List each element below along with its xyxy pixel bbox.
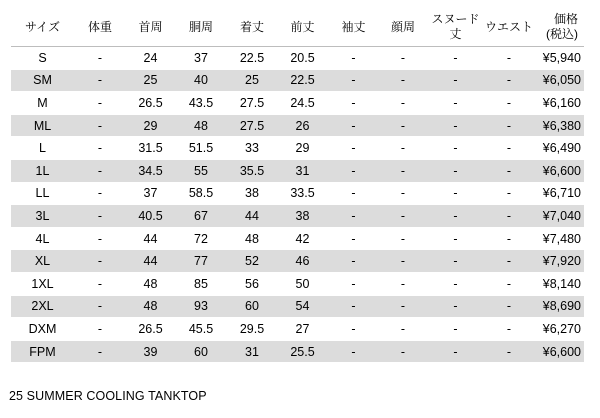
cell-weight: - [74, 227, 126, 250]
cell-weight: - [74, 295, 126, 318]
cell-sleeve: - [328, 47, 379, 70]
cell-price: ¥6,380 [534, 114, 584, 137]
cell-length: 33 [227, 137, 277, 160]
cell-neck: 40.5 [126, 205, 175, 228]
column-header-waist: ウエスト [484, 8, 534, 47]
column-header-snood: スヌード丈 [427, 8, 484, 47]
cell-waist: - [484, 340, 534, 363]
cell-chest: 67 [175, 205, 227, 228]
cell-weight: - [74, 69, 126, 92]
cell-chest: 72 [175, 227, 227, 250]
table-row [11, 182, 584, 205]
cell-weight: - [74, 137, 126, 160]
cell-size: ML [11, 114, 74, 137]
cell-snood: - [427, 250, 484, 273]
cell-snood: - [427, 227, 484, 250]
cell-waist: - [484, 318, 534, 341]
cell-face: - [379, 340, 427, 363]
column-header-chest: 胴周 [175, 8, 227, 47]
cell-sleeve: - [328, 69, 379, 92]
table-row [11, 205, 584, 228]
cell-face: - [379, 205, 427, 228]
cell-waist: - [484, 272, 534, 295]
cell-chest: 93 [175, 295, 227, 318]
cell-waist: - [484, 205, 534, 228]
cell-front-length: 31 [277, 159, 328, 182]
cell-front-length: 33.5 [277, 182, 328, 205]
cell-chest: 40 [175, 69, 227, 92]
product-title: 25 SUMMER COOLING TANKTOP [9, 389, 207, 403]
size-chart-table [11, 8, 584, 363]
column-header-neck: 首周 [126, 8, 175, 47]
cell-sleeve: - [328, 250, 379, 273]
column-header-length: 着丈 [227, 8, 277, 47]
cell-price: ¥6,160 [534, 92, 584, 115]
price-header-line2: (税込) [546, 27, 578, 41]
table-row [11, 47, 584, 70]
cell-size: SM [11, 69, 74, 92]
cell-length: 38 [227, 182, 277, 205]
cell-front-length: 20.5 [277, 47, 328, 70]
cell-face: - [379, 47, 427, 70]
cell-snood: - [427, 114, 484, 137]
cell-length: 52 [227, 250, 277, 273]
cell-chest: 37 [175, 47, 227, 70]
column-header-front-length: 前丈 [277, 8, 328, 47]
cell-waist: - [484, 137, 534, 160]
table-row [11, 295, 584, 318]
cell-weight: - [74, 205, 126, 228]
table-row [11, 227, 584, 250]
cell-waist: - [484, 182, 534, 205]
cell-neck: 25 [126, 69, 175, 92]
table-row [11, 250, 584, 273]
cell-chest: 45.5 [175, 318, 227, 341]
cell-sleeve: - [328, 340, 379, 363]
cell-waist: - [484, 159, 534, 182]
cell-snood: - [427, 182, 484, 205]
cell-chest: 51.5 [175, 137, 227, 160]
cell-size: S [11, 47, 74, 70]
cell-snood: - [427, 159, 484, 182]
cell-sleeve: - [328, 92, 379, 115]
cell-waist: - [484, 114, 534, 137]
cell-sleeve: - [328, 205, 379, 228]
table-row [11, 272, 584, 295]
cell-length: 22.5 [227, 47, 277, 70]
cell-sleeve: - [328, 137, 379, 160]
cell-waist: - [484, 227, 534, 250]
cell-sleeve: - [328, 318, 379, 341]
cell-sleeve: - [328, 182, 379, 205]
cell-price: ¥8,690 [534, 295, 584, 318]
cell-neck: 26.5 [126, 318, 175, 341]
column-header-price [534, 8, 584, 47]
cell-neck: 26.5 [126, 92, 175, 115]
cell-waist: - [484, 69, 534, 92]
cell-size: FPM [11, 340, 74, 363]
cell-snood: - [427, 340, 484, 363]
cell-size: LL [11, 182, 74, 205]
table-body [11, 47, 584, 363]
column-header-face: 顔周 [379, 8, 427, 47]
table-row [11, 318, 584, 341]
column-header-size: サイズ [11, 8, 74, 47]
cell-front-length: 42 [277, 227, 328, 250]
cell-price: ¥6,600 [534, 159, 584, 182]
table-row [11, 137, 584, 160]
cell-face: - [379, 137, 427, 160]
cell-neck: 31.5 [126, 137, 175, 160]
cell-chest: 48 [175, 114, 227, 137]
cell-face: - [379, 182, 427, 205]
cell-size: DXM [11, 318, 74, 341]
cell-waist: - [484, 47, 534, 70]
cell-weight: - [74, 47, 126, 70]
table-row [11, 69, 584, 92]
cell-chest: 77 [175, 250, 227, 273]
cell-weight: - [74, 114, 126, 137]
cell-neck: 34.5 [126, 159, 175, 182]
cell-front-length: 26 [277, 114, 328, 137]
cell-snood: - [427, 318, 484, 341]
cell-waist: - [484, 295, 534, 318]
cell-price: ¥7,920 [534, 250, 584, 273]
cell-chest: 60 [175, 340, 227, 363]
cell-face: - [379, 159, 427, 182]
cell-face: - [379, 318, 427, 341]
cell-front-length: 50 [277, 272, 328, 295]
cell-size: XL [11, 250, 74, 273]
cell-waist: - [484, 92, 534, 115]
cell-size: L [11, 137, 74, 160]
cell-length: 27.5 [227, 114, 277, 137]
table-row [11, 159, 584, 182]
cell-front-length: 46 [277, 250, 328, 273]
cell-price: ¥7,040 [534, 205, 584, 228]
cell-price: ¥6,710 [534, 182, 584, 205]
cell-sleeve: - [328, 295, 379, 318]
cell-price: ¥5,940 [534, 47, 584, 70]
cell-weight: - [74, 250, 126, 273]
cell-front-length: 27 [277, 318, 328, 341]
cell-snood: - [427, 272, 484, 295]
cell-price: ¥6,050 [534, 69, 584, 92]
cell-neck: 48 [126, 295, 175, 318]
cell-neck: 39 [126, 340, 175, 363]
cell-price: ¥6,600 [534, 340, 584, 363]
cell-size: 1XL [11, 272, 74, 295]
cell-size: 1L [11, 159, 74, 182]
cell-chest: 43.5 [175, 92, 227, 115]
cell-size: M [11, 92, 74, 115]
cell-weight: - [74, 340, 126, 363]
table-row [11, 340, 584, 363]
cell-snood: - [427, 295, 484, 318]
cell-waist: - [484, 250, 534, 273]
cell-length: 56 [227, 272, 277, 295]
cell-front-length: 29 [277, 137, 328, 160]
cell-size: 3L [11, 205, 74, 228]
cell-front-length: 24.5 [277, 92, 328, 115]
cell-price: ¥7,480 [534, 227, 584, 250]
table-row [11, 92, 584, 115]
cell-face: - [379, 69, 427, 92]
cell-front-length: 22.5 [277, 69, 328, 92]
cell-face: - [379, 272, 427, 295]
cell-price: ¥8,140 [534, 272, 584, 295]
cell-snood: - [427, 92, 484, 115]
cell-face: - [379, 295, 427, 318]
cell-size: 4L [11, 227, 74, 250]
cell-sleeve: - [328, 227, 379, 250]
cell-face: - [379, 92, 427, 115]
column-header-sleeve: 袖丈 [328, 8, 379, 47]
cell-face: - [379, 227, 427, 250]
cell-weight: - [74, 159, 126, 182]
cell-snood: - [427, 205, 484, 228]
cell-length: 31 [227, 340, 277, 363]
cell-neck: 37 [126, 182, 175, 205]
cell-length: 60 [227, 295, 277, 318]
cell-size: 2XL [11, 295, 74, 318]
cell-length: 29.5 [227, 318, 277, 341]
cell-length: 27.5 [227, 92, 277, 115]
price-header-line1: 価格 [553, 12, 578, 26]
cell-price: ¥6,490 [534, 137, 584, 160]
cell-neck: 44 [126, 227, 175, 250]
cell-front-length: 25.5 [277, 340, 328, 363]
cell-front-length: 54 [277, 295, 328, 318]
cell-neck: 48 [126, 272, 175, 295]
cell-weight: - [74, 92, 126, 115]
table-row [11, 114, 584, 137]
header-row [11, 8, 584, 47]
cell-neck: 44 [126, 250, 175, 273]
cell-sleeve: - [328, 114, 379, 137]
cell-length: 25 [227, 69, 277, 92]
cell-sleeve: - [328, 272, 379, 295]
cell-chest: 85 [175, 272, 227, 295]
cell-sleeve: - [328, 159, 379, 182]
column-header-weight: 体重 [74, 8, 126, 47]
cell-face: - [379, 250, 427, 273]
cell-price: ¥6,270 [534, 318, 584, 341]
cell-length: 48 [227, 227, 277, 250]
cell-chest: 55 [175, 159, 227, 182]
cell-snood: - [427, 47, 484, 70]
cell-weight: - [74, 272, 126, 295]
cell-snood: - [427, 69, 484, 92]
cell-chest: 58.5 [175, 182, 227, 205]
cell-length: 44 [227, 205, 277, 228]
cell-neck: 29 [126, 114, 175, 137]
cell-weight: - [74, 318, 126, 341]
cell-front-length: 38 [277, 205, 328, 228]
cell-length: 35.5 [227, 159, 277, 182]
cell-face: - [379, 114, 427, 137]
cell-neck: 24 [126, 47, 175, 70]
cell-weight: - [74, 182, 126, 205]
cell-snood: - [427, 137, 484, 160]
